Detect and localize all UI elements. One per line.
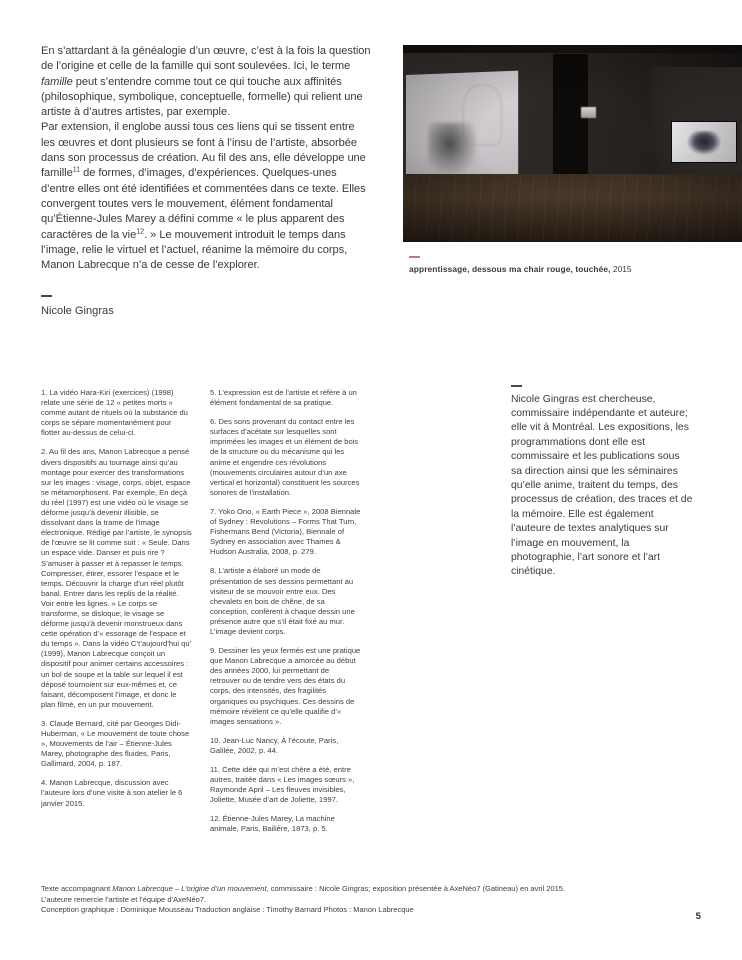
intro-emphasis-famille: famille xyxy=(41,75,73,88)
photo-right-wall xyxy=(650,67,742,185)
intro-p1-part2: peut s’entendre comme tout ce qui touche aux affinités (philosophique, symbolique, conceptuelle, formelle) qui relient une artiste à d’autres artistes, par exemple. xyxy=(41,75,363,119)
footnote-10: 10. Jean-Luc Nancy, À l’écoute, Paris, Galilée, 2002, p. 44. xyxy=(210,735,339,755)
footnote-1: 1. La vidéo Hara-Kiri (exercices) (1998) relate une série de 12 « petites morts » comme autant de rituels où la substance du corps se sépare momentanément pour flotter au-dessus de celui-ci. xyxy=(41,388,188,438)
colophon-l1-a: Texte accompagnant xyxy=(41,884,113,893)
footnote-5: 5. L’expression est de l’artiste et réfère à un élément fondamental de sa pratique. xyxy=(210,388,357,408)
footnote-8: 8. L’artiste a élaboré un mode de présentation de ses dessins permettant au visiteur de se mouvoir entre eux. Des chevalets en bois de chêne, de sa conception, confèrent à chaque dessin une présence autre que s’il était fixé au mur. L’image devient corps. xyxy=(210,566,355,636)
colophon-l1-b: , commissaire : Nicole Gingras; exposition présentée à AxeNéo7 (Gatineau) en avril 2015. xyxy=(266,884,566,893)
footnote-4: 4. Manon Labrecque, discussion avec l’auteure lors d’une visite à son atelier le 6 janvier 2015. xyxy=(41,778,183,808)
footnote-7: 7. Yoko Ono, « Earth Piece », 2008 Biennale of Sydney : Revolutions – Forms That Turn, Fishermans Bend (Victoria), Biennale of Sydney en association avec Thames & Hudson Australia, 2008, p. 279. xyxy=(210,506,361,557)
colophon-exhibition-title: Manon Labrecque – L’origine d’un mouvement xyxy=(112,884,267,893)
installation-photo-figure xyxy=(403,45,742,242)
bio-dash-icon xyxy=(511,385,522,387)
intro-paragraph-2 xyxy=(41,120,371,273)
colophon xyxy=(41,884,671,916)
caption-year: 2015 xyxy=(610,264,632,275)
author-biography xyxy=(511,385,693,580)
colophon-line-2: L’auteure remercie l’artiste et l’équipe d’AxeNéo7. xyxy=(41,894,207,904)
caption-artwork-title: apprentissage, dessous ma chair rouge, touchée, xyxy=(409,264,611,275)
signature-dash-icon xyxy=(41,295,52,297)
footnote-ref-11[interactable]: 11 xyxy=(72,164,81,174)
intro-p2-part1: Par extension, il englobe aussi tous ces liens qui se tissent entre les œuvres et dont plusieurs se font à l’insu de l’artiste, absorbée dans son processus de création. Au fil des ans, elle développe une famille xyxy=(41,121,366,180)
colophon-line-3: Conception graphique : Dominique Mousseau Traduction anglaise : Timothy Barnard Photos : Manon Labrecque xyxy=(41,905,414,915)
author-name: Nicole Gingras xyxy=(41,304,114,317)
photo-wood-floor xyxy=(403,174,742,242)
intro-p2-part2: de formes, d’images, d’expériences. Quelques-unes d’entre elles ont été identifiées et commentées dans ce texte. Elles convergent toutes vers le mouvement, élément fondamental qu’Étienne-Jules Marey a défini comme « le plus apparent des caractères de la vie xyxy=(41,167,366,241)
footnote-ref-12[interactable]: 12 xyxy=(136,225,145,235)
caption-dash-icon xyxy=(409,256,420,258)
footnote-12: 12. Étienne-Jules Marey, La machine animale, Paris, Bailière, 1873, p. 5. xyxy=(210,814,335,834)
caption-text xyxy=(409,264,639,275)
intro-p1-part1: En s’attardant à la généalogie d’un œuvre, c’est à la fois la question de l’origine et celle de la famille qui sont soulevées. Ici, le terme xyxy=(41,45,371,73)
colophon-line-1 xyxy=(41,884,671,895)
bio-text: Nicole Gingras est chercheuse, commissaire indépendante et auteure; elle vit à Montréal. Les expositions, les programmations dont elle est commissaire et les publications sous sa direction ainsi que les séminaires qu’elle anime, traitent du temps, des processus de création, des traces et de la mémoire. Elle est également l’auteure de textes analytiques sur l’image en mouvement, la photographie, l’art sonore et l’art cinétique. xyxy=(511,393,693,578)
page-number: 5 xyxy=(695,911,701,922)
intro-essay xyxy=(41,44,371,273)
intro-paragraph-1 xyxy=(41,44,371,120)
photo-ceiling xyxy=(403,45,742,53)
photo-projected-figure xyxy=(428,123,477,175)
photo-caption xyxy=(409,256,639,276)
footnotes-column-2 xyxy=(210,388,361,835)
photo-distant-monitor xyxy=(581,107,596,118)
installation-photo xyxy=(403,45,742,242)
footnotes-column-1 xyxy=(41,388,192,809)
intro-p2-part3: . » Le mouvement introduit le temps dans l’image, relie le virtuel et l’actuel, réanime la mémoire du corps, Manon Labrecque n’a de cesse de l’explorer. xyxy=(41,228,348,272)
footnote-2: 2. Au fil des ans, Manon Labrecque a pensé divers dispositifs au tournage ainsi qu’au montage pour exercer des transformations sur les images : visage, corps, objet, espace se métamorphosent. Par exemple, En deçà du réel (1997) est une vidéo où le visage se déforme jusqu’à devenir illisible, se dissolvant dans la trame de l’image électronique. Rédigé par l’artiste, le synopsis de l’œuvre se lit comme suit : « Seule. Dans un espace vide. Danser et puis rire ? S’amuser à passer et à repasser le temps. Compresser, étirer, essorer l’espace et le temps. Découvrir la charge d’un réel plutôt banal. Entrer dans les replis de la réalité. Voir entre les lignes. » Le corps se transforme, se disloque; le visage se déforme jusqu’à devenir monstrueux dans cette opération d’« essorage de l’espace et du temps ». Dans la vidéo C’t’aujourd’hui qu’ (1999), Manon Labrecque conçoit un dispositif pour animer certains accessoires : un bol de soupe et la table sur lequel il est déposé tournoient sur eux-mêmes et, ce faisant, décomposent l’image, et donc le plan filmé, en un pur mouvement. xyxy=(41,447,192,709)
footnote-11: 11. Cette idée qui m’est chère a été, entre autres, traitée dans « Les images sœurs », Raymonde April – Les fleuves invisibles, Joliette, Musée d’art de Joliette, 1997. xyxy=(210,765,355,805)
photo-hands-image xyxy=(687,131,721,155)
footnote-6: 6. Des sons provenant du contact entre les surfaces d’acétate sur lesquelles sont imprimées les images et un élément de bois de la structure ou du mécanisme qui les anime et engendre ces révolutions (mouvements circulaires autour d’un axe vertical et horizontal) constituent les sources sonores de l’installation. xyxy=(210,417,360,497)
photo-right-screen xyxy=(671,121,737,163)
footnote-3: 3. Claude Bernard, cité par Georges Didi-Huberman, « Le mouvement de toute chose », Mouvements de l’air – Étienne-Jules Marey, photographe des fluides, Paris, Gallimard, 2004, p. 187. xyxy=(41,718,190,769)
author-signature xyxy=(41,295,241,319)
footnote-9: 9. Dessiner les yeux fermés est une pratique que Manon Labrecque a amorcée au début des années 2000, lui permettant de retrouver ou de tendre vers des états du corps, des intensités, des fragilités organiques ou psychiques. Ces dessins de mémoire révèlent ce qu’elle qualifie d’« images sensations ». xyxy=(210,646,361,726)
